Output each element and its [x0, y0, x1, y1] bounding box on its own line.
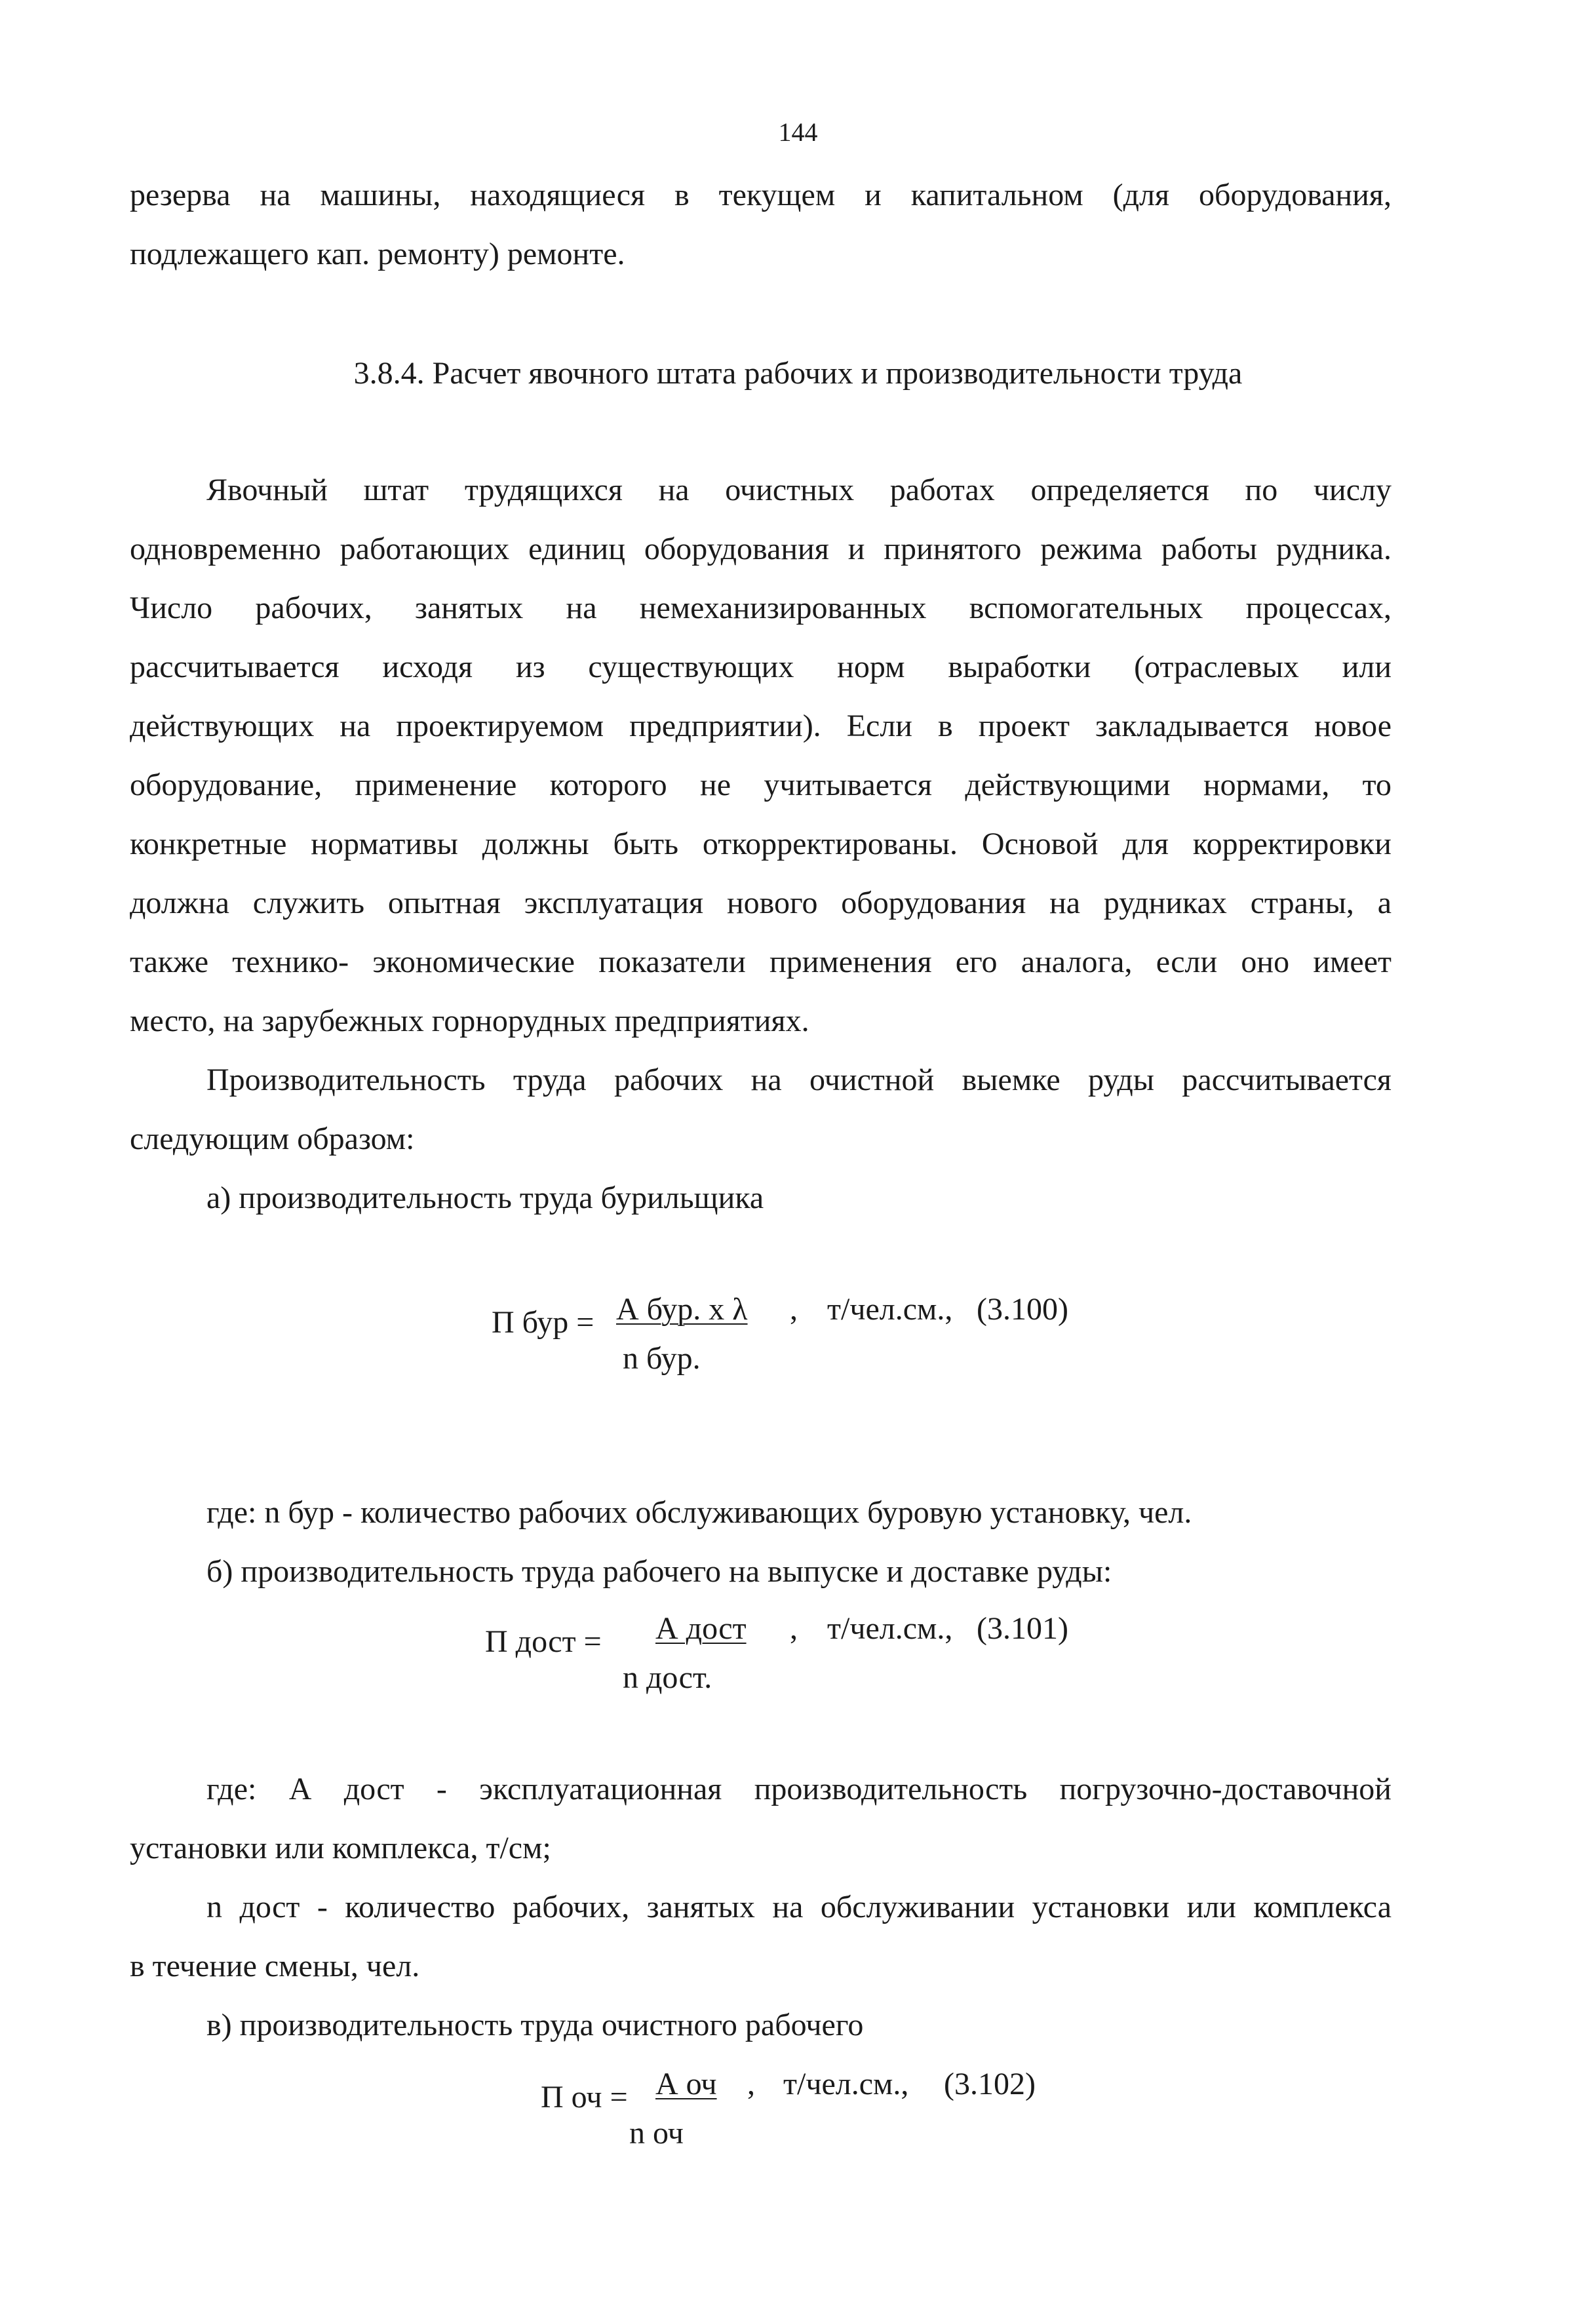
- formula-lhs: П дост =: [485, 1624, 602, 1659]
- text-line: в) производительность труда очистного рабочего: [206, 2008, 864, 2042]
- text-line: следующим образом:: [130, 1121, 415, 1156]
- text-line: одновременно работающих единиц оборудования и принятого режима работы рудника.: [130, 532, 1392, 566]
- text-line: действующих на проектируемом предприятии). Если в проект закладывается новое: [130, 709, 1392, 743]
- text-line: n дост - количество рабочих, занятых на обслуживании установки или комплекса: [206, 1890, 1392, 1924]
- formula-numerator: А бур. х λ: [616, 1292, 748, 1327]
- formula-lhs: П оч =: [541, 2080, 628, 2115]
- text-line: в течение смены, чел.: [130, 1949, 420, 1983]
- formula-units: т/чел.см.,: [783, 2067, 909, 2101]
- text-line: конкретные нормативы должны быть откорректированы. Основой для корректировки: [130, 827, 1392, 861]
- text-line: а) производительность труда бурильщика: [206, 1180, 764, 1215]
- text-line: должна служить опытная эксплуатация нового оборудования на рудниках страны, а: [130, 886, 1392, 920]
- page-number: 144: [778, 117, 818, 147]
- formula-comma: ,: [790, 1611, 798, 1646]
- section-heading: 3.8.4. Расчет явочного штата рабочих и производительности труда: [353, 356, 1243, 391]
- text-line: Число рабочих, занятых на немеханизированных вспомогательных процессах,: [130, 591, 1392, 625]
- formula-denominator: n бур.: [623, 1341, 701, 1376]
- text-line: рассчитывается исходя из существующих норм выработки (отраслевых или: [130, 650, 1392, 684]
- text-line: где: А дост - эксплуатационная производительность погрузочно-доставочной: [206, 1772, 1392, 1806]
- text-line: Явочный штат трудящихся на очистных работах определяется по числу: [206, 473, 1392, 507]
- formula-comma: ,: [747, 2067, 755, 2101]
- text-line: где: n бур - количество рабочих обслуживающих буровую установку, чел.: [206, 1495, 1192, 1530]
- formula-lhs: П бур =: [492, 1305, 594, 1340]
- text-line: резерва на машины, находящиеся в текущем и капитальном (для оборудования,: [130, 178, 1392, 212]
- formula-comma: ,: [790, 1292, 798, 1327]
- formula-numerator: А дост: [655, 1611, 747, 1646]
- text-line: место, на зарубежных горнорудных предприятиях.: [130, 1004, 809, 1038]
- formula-units: т/чел.см.,: [827, 1292, 953, 1327]
- formula-number: (3.102): [944, 2067, 1036, 2101]
- formula-numerator: А оч: [655, 2067, 717, 2101]
- formula-number: (3.101): [977, 1611, 1068, 1646]
- formula-denominator: n оч: [629, 2116, 684, 2151]
- text-line: установки или комплекса, т/см;: [130, 1831, 551, 1865]
- text-line: б) производительность труда рабочего на выпуске и доставке руды:: [206, 1554, 1112, 1589]
- formula-number: (3.100): [977, 1292, 1068, 1327]
- formula-denominator: n дост.: [623, 1660, 712, 1695]
- text-line: подлежащего кап. ремонту) ремонте.: [130, 237, 625, 271]
- text-line: также технико- экономические показатели применения его аналога, если оно имеет: [130, 945, 1392, 979]
- formula-units: т/чел.см.,: [827, 1611, 953, 1646]
- text-line: Производительность труда рабочих на очистной выемке руды рассчитывается: [206, 1062, 1392, 1097]
- text-line: оборудование, применение которого не учитывается действующими нормами, то: [130, 768, 1392, 802]
